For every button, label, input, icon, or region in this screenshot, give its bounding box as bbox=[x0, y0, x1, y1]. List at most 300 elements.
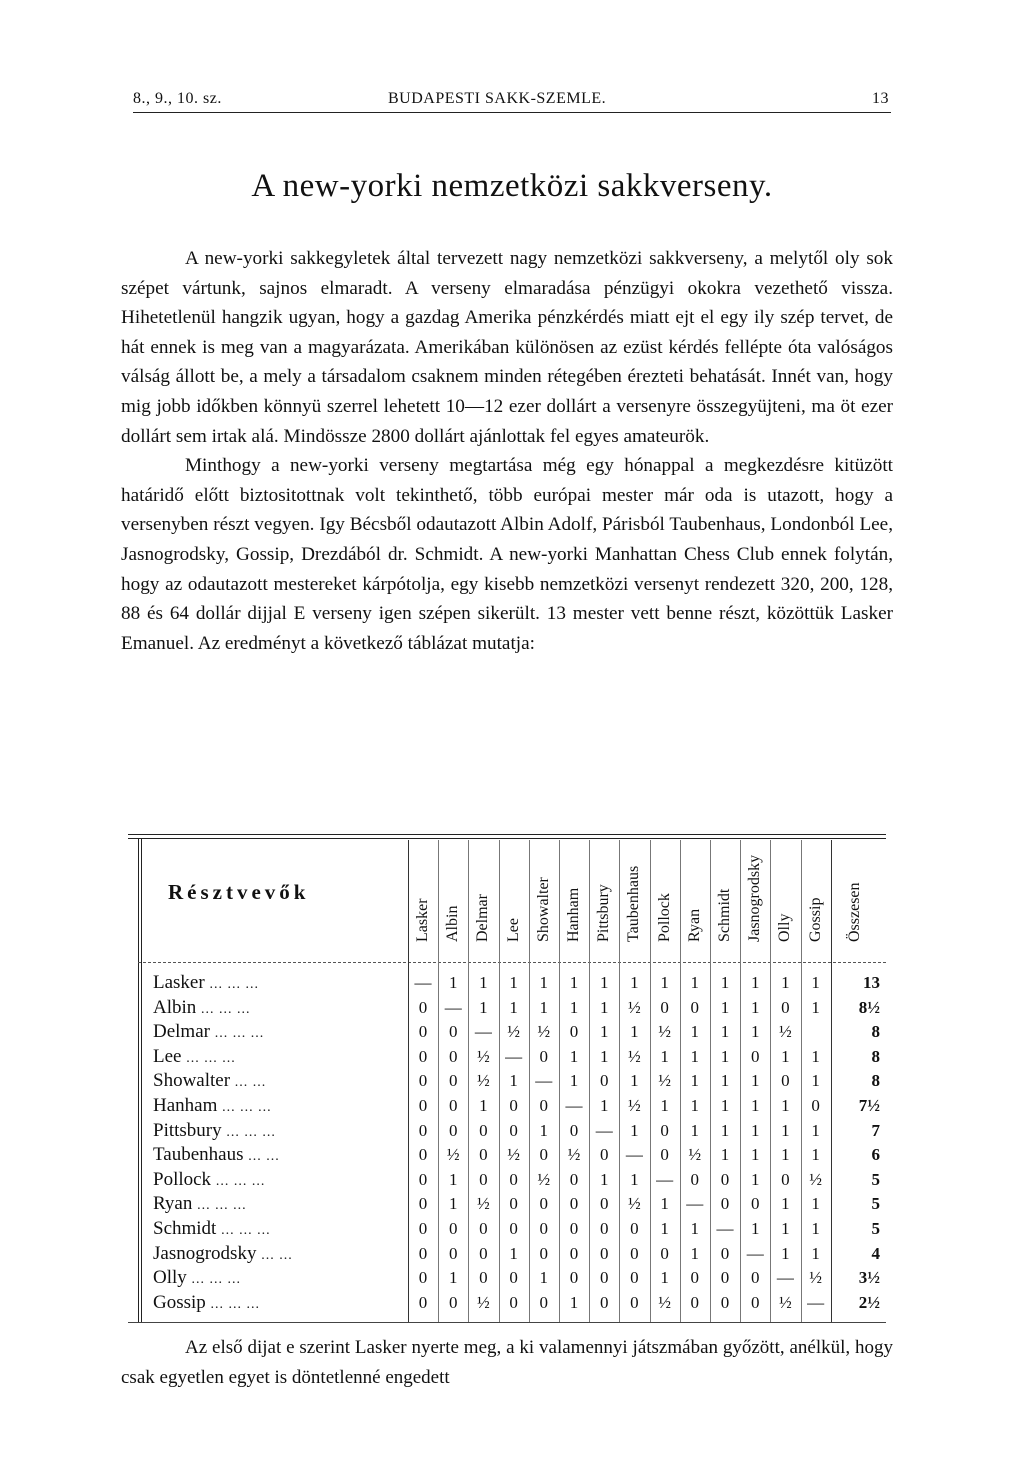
score-cell: 0 bbox=[750, 1194, 760, 1214]
score-cell: 1 bbox=[539, 997, 549, 1017]
score-cell: 1 bbox=[720, 1145, 730, 1165]
score-cell: 1 bbox=[750, 997, 760, 1017]
score-cell: ½ bbox=[658, 1292, 671, 1312]
issue-number: 8., 9., 10. sz. bbox=[133, 90, 222, 107]
score-cell: 0 bbox=[539, 1219, 549, 1238]
leader-dots: ... ... ... bbox=[222, 1100, 272, 1115]
total-score: 3½ bbox=[858, 1268, 880, 1288]
leader-dots: ... ... ... bbox=[214, 1026, 265, 1042]
score-cell: 1 bbox=[781, 1046, 790, 1066]
score-cell: 0 bbox=[569, 1268, 579, 1288]
column-header-label: Lasker bbox=[414, 898, 431, 942]
score-cell: 0 bbox=[448, 1096, 458, 1115]
score-cell: — bbox=[505, 1046, 523, 1066]
score-cell: 0 bbox=[599, 1243, 609, 1263]
participant-name bbox=[153, 1046, 236, 1068]
score-cell: 1 bbox=[811, 1194, 820, 1214]
participant-name bbox=[153, 1169, 265, 1191]
score-cell: 0 bbox=[750, 1046, 760, 1066]
score-cell: 0 bbox=[569, 1194, 579, 1214]
participant-name-label: Olly bbox=[153, 1267, 192, 1289]
score-cell: ½ bbox=[507, 1022, 520, 1042]
score-cell: 1 bbox=[448, 973, 458, 992]
total-score: 8 bbox=[871, 1071, 880, 1091]
score-cell: 1 bbox=[660, 1096, 669, 1115]
score-cell: 0 bbox=[720, 1292, 730, 1312]
score-cell: 0 bbox=[599, 1219, 609, 1238]
score-cell: ½ bbox=[688, 1145, 702, 1165]
score-cell: — bbox=[716, 1219, 734, 1238]
score-cell: 1 bbox=[811, 1145, 820, 1165]
participant-name-label: Schmidt bbox=[153, 1218, 222, 1239]
participant-name bbox=[153, 1070, 266, 1092]
leader-dots: ... ... ... bbox=[201, 1001, 251, 1017]
score-cell: 0 bbox=[418, 1292, 428, 1312]
column-header-total bbox=[835, 842, 875, 960]
score-cell: 1 bbox=[690, 1219, 700, 1238]
score-cell: 1 bbox=[599, 973, 609, 992]
score-cell: ½ bbox=[628, 997, 641, 1017]
column-header-label: Albin bbox=[444, 905, 462, 942]
leader-dots: ... ... ... bbox=[197, 1198, 247, 1214]
column-header-label: Schmidt bbox=[716, 888, 733, 942]
score-cell: 0 bbox=[418, 1071, 428, 1091]
score-cell: 1 bbox=[750, 1169, 760, 1189]
score-cell: 1 bbox=[690, 1022, 700, 1042]
column-header-label: Olly bbox=[776, 913, 794, 942]
closing-paragraph: Az első dijat e szerint Lasker nyerte meg, a ki valamennyi játszmában győzött, anélkül, hogy csak egyetlen egyet is döntetlenné engedett bbox=[121, 1337, 893, 1388]
score-cell: 1 bbox=[509, 1071, 518, 1091]
score-cell: 0 bbox=[509, 1120, 518, 1140]
table-bottom-rule bbox=[128, 1322, 886, 1323]
score-cell: 1 bbox=[630, 1169, 639, 1189]
score-cell: 0 bbox=[418, 1120, 428, 1140]
participant-name bbox=[153, 1095, 272, 1117]
score-cell: 0 bbox=[599, 1145, 609, 1165]
score-cell: 1 bbox=[781, 1145, 790, 1165]
paragraph-1: A new-yorki sakkegyletek által tervezett nagy nemzetközi sakkverseny, a melytől oly sok szépet vártunk, sajnos elmaradt. A verseny elmaradása pénzügyi okokra vezethető vissza. Hihetetlenül hangzik ugyan, hogy a gazdag Amerika pénzkérdés miatt ejt el egy ily szép tervet, de hát ennek is meg van a magyarázata. Amerikában különösen az ezüst kérdés fellépte óta valóságos válság állott be, a mely a társadalom csaknem minden rétegében érezteti behatását. Innét van, hogy mig jobb időkben könnyü szerrel lehetett 10—12 ezer dollárt a versenyre összegyüjteni, ma öt ezer dollárt sem irtak alá. Mindössze 2800 dollárt ajánlottak fel egyes amateurök. bbox=[121, 248, 893, 447]
participant-name-label: Showalter bbox=[153, 1070, 235, 1092]
score-cell: 1 bbox=[660, 973, 669, 992]
column-header-label: Lee bbox=[504, 918, 522, 942]
leader-dots: ... ... ... bbox=[191, 1272, 242, 1288]
score-cell: 0 bbox=[720, 1268, 730, 1288]
column-header-label: Showalter bbox=[534, 877, 552, 942]
participant-name-label: Pollock bbox=[153, 1168, 216, 1190]
journal-title: BUDAPESTI SAKK-SZEMLE. bbox=[388, 90, 607, 107]
score-cell: 0 bbox=[539, 1194, 549, 1214]
score-cell: 1 bbox=[811, 1071, 820, 1091]
score-cell: 0 bbox=[539, 1145, 549, 1165]
score-cell: 1 bbox=[811, 973, 820, 992]
score-cell: 1 bbox=[630, 1120, 639, 1140]
score-cell: ½ bbox=[628, 1096, 641, 1115]
score-cell: 0 bbox=[781, 1169, 790, 1189]
score-cell: 0 bbox=[599, 1292, 609, 1312]
table-top-rule bbox=[128, 834, 886, 835]
score-cell: ½ bbox=[477, 1046, 490, 1066]
column-header-label: Összesen bbox=[845, 882, 863, 942]
column-header-label: Hanham bbox=[565, 887, 582, 942]
score-cell: 0 bbox=[569, 1219, 579, 1238]
score-cell: 1 bbox=[781, 1120, 790, 1140]
total-score: 13 bbox=[863, 973, 880, 992]
participant-name bbox=[153, 1120, 276, 1142]
score-cell: 1 bbox=[630, 1022, 639, 1042]
score-cell: — bbox=[807, 1292, 825, 1312]
total-score: 5 bbox=[871, 1169, 880, 1189]
score-cell: 0 bbox=[509, 1268, 518, 1288]
score-cell: 0 bbox=[569, 1243, 579, 1263]
participant-name bbox=[153, 1267, 241, 1289]
score-cell: 0 bbox=[418, 1268, 428, 1288]
score-cell: 1 bbox=[630, 973, 639, 992]
participant-name-label: Taubenhaus bbox=[153, 1144, 249, 1166]
page-number: 13 bbox=[872, 90, 889, 107]
score-cell: 1 bbox=[479, 1096, 488, 1115]
column-header-ryan bbox=[680, 842, 710, 960]
column-header-lasker bbox=[408, 842, 438, 960]
score-cell: 0 bbox=[539, 1046, 549, 1066]
total-score: 7 bbox=[871, 1120, 880, 1140]
score-cell: 1 bbox=[750, 1096, 760, 1115]
score-cell: ½ bbox=[477, 1194, 490, 1214]
score-cell: 1 bbox=[569, 1292, 579, 1312]
score-cell: ½ bbox=[537, 1169, 551, 1189]
paragraph-2: Minthogy a new-yorki verseny megtartása még egy hónappal a megkezdésre kitüzött határidő előtt biztositottnak volt tekinthető, több európai mester már oda is utazott, hogy a versenyben részt vegyen. Igy Bécsből odautazott Albin Adolf, Párisból Taubenhaus, Londonból Lee, Jasnogrodsky, Gossip, Drezdából dr. Schmidt. A new-yorki Manhattan Chess Club ennek folytán, hogy az odautazott mestereket kárpótolja, egy kisebb nemzetközi versenyt rendezett 320, 200, 128, 88 és 64 dollár dijjal E verseny igen szépen sikerült. 13 mester vett benne részt, közöttük Lasker Emanuel. Az eredményt a következő táblázat mutatja: bbox=[121, 455, 893, 654]
total-score: 8½ bbox=[858, 997, 880, 1017]
score-cell: 1 bbox=[781, 1194, 790, 1214]
score-cell: 0 bbox=[448, 1292, 458, 1312]
running-header bbox=[133, 88, 891, 114]
leader-dots: ... ... ... bbox=[226, 1124, 276, 1140]
score-cell: 1 bbox=[750, 1219, 760, 1238]
total-score: 6 bbox=[871, 1145, 880, 1165]
score-cell: 0 bbox=[539, 1096, 549, 1115]
score-cell: 0 bbox=[660, 1145, 669, 1165]
score-cell: 1 bbox=[599, 1096, 609, 1115]
score-cell: 0 bbox=[690, 1268, 700, 1288]
column-header-olly bbox=[770, 842, 800, 960]
score-cell: 0 bbox=[690, 1169, 700, 1189]
total-score: 7½ bbox=[858, 1096, 880, 1115]
total-score: 8 bbox=[871, 1046, 880, 1066]
participant-name bbox=[153, 1144, 280, 1166]
score-cell: 1 bbox=[781, 1243, 790, 1263]
score-cell: 1 bbox=[599, 1022, 609, 1042]
score-cell: — bbox=[474, 1022, 492, 1042]
score-cell: 1 bbox=[690, 1046, 700, 1066]
score-cell: 1 bbox=[569, 997, 579, 1017]
column-header-albin bbox=[438, 842, 468, 960]
score-cell: 0 bbox=[720, 1169, 730, 1189]
column-header-label: Jasnogrodsky bbox=[746, 854, 764, 942]
score-cell: ½ bbox=[658, 1071, 671, 1091]
score-cell: 0 bbox=[811, 1096, 820, 1115]
closing-text bbox=[121, 1333, 893, 1393]
score-cell: 1 bbox=[599, 1046, 609, 1066]
column-header-label: Pittsbury bbox=[595, 884, 613, 942]
score-cell: 1 bbox=[660, 1046, 669, 1066]
column-header-label: Pollock bbox=[655, 893, 673, 942]
score-cell: 1 bbox=[448, 1169, 458, 1189]
score-cell: 0 bbox=[750, 1268, 760, 1288]
score-cell: 0 bbox=[509, 1194, 518, 1214]
score-cell: 1 bbox=[720, 997, 730, 1017]
score-cell: 1 bbox=[509, 973, 518, 992]
score-cell: 1 bbox=[720, 1022, 730, 1042]
total-score: 5 bbox=[871, 1194, 880, 1214]
score-cell: 0 bbox=[720, 1194, 730, 1214]
score-cell: 0 bbox=[448, 1022, 458, 1042]
score-cell: 1 bbox=[811, 1219, 820, 1238]
score-cell: ½ bbox=[477, 1292, 490, 1312]
score-cell: 0 bbox=[418, 1046, 428, 1066]
score-cell: 0 bbox=[418, 1169, 428, 1189]
score-cell: 1 bbox=[448, 1194, 458, 1214]
score-cell: — bbox=[535, 1071, 553, 1091]
participant-name-label: Hanham bbox=[153, 1095, 223, 1116]
column-header-label: Taubenhaus bbox=[625, 865, 643, 942]
score-cell: 0 bbox=[479, 1120, 488, 1140]
score-cell: 1 bbox=[720, 1120, 730, 1140]
score-cell: 1 bbox=[750, 1022, 760, 1042]
score-cell: — bbox=[656, 1169, 674, 1189]
table-left-rule bbox=[138, 838, 139, 1322]
participant-name-label: Delmar bbox=[153, 1021, 215, 1043]
score-cell: 0 bbox=[539, 1292, 549, 1312]
score-cell: 0 bbox=[660, 1243, 669, 1263]
column-header-pittsbury bbox=[589, 842, 619, 960]
score-cell: 0 bbox=[690, 1292, 700, 1312]
score-cell: 1 bbox=[720, 973, 730, 992]
leader-dots: ... ... ... bbox=[209, 977, 259, 992]
score-cell: 0 bbox=[509, 1169, 518, 1189]
score-cell: 1 bbox=[750, 973, 760, 992]
score-cell: — bbox=[746, 1243, 764, 1263]
total-score: 2½ bbox=[858, 1292, 880, 1312]
score-cell: 0 bbox=[660, 997, 669, 1017]
score-cell: 1 bbox=[539, 1120, 549, 1140]
leader-dots: ... ... bbox=[234, 1075, 267, 1091]
total-score: 5 bbox=[871, 1219, 880, 1238]
score-cell: 0 bbox=[569, 1120, 579, 1140]
score-cell: 0 bbox=[479, 1145, 488, 1165]
score-cell: 1 bbox=[811, 1120, 820, 1140]
score-cell: 0 bbox=[599, 1268, 609, 1288]
score-cell: ½ bbox=[779, 1292, 792, 1312]
leader-dots: ... ... ... bbox=[210, 1296, 261, 1312]
score-cell: — bbox=[625, 1145, 643, 1165]
participant-name bbox=[153, 1243, 293, 1265]
score-cell: 0 bbox=[448, 1071, 458, 1091]
participant-name bbox=[153, 1021, 264, 1043]
column-header-label: Gossip bbox=[806, 897, 824, 942]
score-cell: 0 bbox=[448, 1243, 458, 1263]
score-cell: 1 bbox=[720, 1071, 730, 1091]
score-cell: 1 bbox=[811, 1046, 820, 1066]
participant-name bbox=[153, 1193, 247, 1215]
score-cell: ½ bbox=[628, 1046, 641, 1066]
score-cell: 1 bbox=[720, 1046, 730, 1066]
total-score: 8 bbox=[871, 1022, 880, 1042]
participant-name bbox=[153, 1292, 260, 1314]
score-cell: 1 bbox=[690, 973, 700, 992]
column-header-delmar bbox=[468, 842, 498, 960]
score-cell: 1 bbox=[781, 973, 790, 992]
participant-name-label: Gossip bbox=[153, 1291, 211, 1313]
score-cell: 1 bbox=[660, 1219, 669, 1238]
column-header-label: Delmar bbox=[474, 894, 492, 942]
table-top-rule-inner bbox=[128, 838, 886, 839]
leader-dots: ... ... ... bbox=[186, 1050, 236, 1066]
score-cell: 0 bbox=[448, 1120, 458, 1140]
article-body bbox=[121, 244, 893, 658]
column-header-label: Ryan bbox=[685, 908, 703, 942]
score-cell: 1 bbox=[811, 997, 820, 1017]
score-cell: 1 bbox=[750, 1120, 760, 1140]
column-header-lee bbox=[499, 842, 529, 960]
score-cell: 0 bbox=[599, 1071, 609, 1091]
score-cell: 0 bbox=[630, 1292, 639, 1312]
table-left-rule-inner bbox=[141, 838, 142, 1322]
score-cell: 1 bbox=[690, 1243, 700, 1263]
score-cell: — bbox=[414, 973, 432, 992]
score-cell: — bbox=[686, 1194, 704, 1214]
score-cell: ½ bbox=[446, 1145, 460, 1165]
score-cell: 1 bbox=[630, 1071, 639, 1091]
column-header-taubenhaus bbox=[619, 842, 649, 960]
score-cell: ½ bbox=[537, 1022, 551, 1042]
score-cell: ½ bbox=[567, 1145, 581, 1165]
score-cell: 1 bbox=[599, 1169, 609, 1189]
participant-name-label: Pittsbury bbox=[153, 1119, 227, 1141]
total-score: 4 bbox=[871, 1243, 880, 1263]
score-cell: 1 bbox=[750, 1145, 760, 1165]
participant-name bbox=[153, 997, 251, 1019]
score-cell: 0 bbox=[448, 1046, 458, 1066]
score-cell: ½ bbox=[628, 1194, 641, 1214]
score-cell: 1 bbox=[479, 973, 488, 992]
score-cell: 0 bbox=[660, 1120, 669, 1140]
score-cell: 1 bbox=[539, 973, 549, 992]
score-cell: 0 bbox=[448, 1219, 458, 1238]
column-divider bbox=[831, 840, 832, 1322]
score-cell: 1 bbox=[569, 1046, 579, 1066]
score-cell: 1 bbox=[569, 973, 579, 992]
score-cell: 0 bbox=[569, 1169, 579, 1189]
score-cell: 0 bbox=[418, 1219, 428, 1238]
score-cell: 0 bbox=[509, 1292, 518, 1312]
column-header-jasnogrodsky bbox=[740, 842, 770, 960]
leader-dots: ... ... ... bbox=[221, 1223, 271, 1238]
score-cell: 0 bbox=[418, 1194, 428, 1214]
score-cell: 1 bbox=[720, 1096, 730, 1115]
leader-dots: ... ... bbox=[248, 1149, 280, 1165]
column-header-schmidt bbox=[710, 842, 740, 960]
column-header-showalter bbox=[529, 842, 559, 960]
score-cell: ½ bbox=[809, 1169, 822, 1189]
score-cell: 0 bbox=[418, 1145, 428, 1165]
participant-name bbox=[153, 1218, 271, 1240]
score-cell: 1 bbox=[569, 1071, 579, 1091]
article-title: A new-yorki nemzetközi sakkverseny. bbox=[251, 168, 773, 204]
column-header-gossip bbox=[801, 842, 831, 960]
column-header-hanham bbox=[559, 842, 589, 960]
score-cell: 1 bbox=[448, 1268, 458, 1288]
score-cell: ½ bbox=[779, 1022, 792, 1042]
score-cell: ½ bbox=[507, 1145, 520, 1165]
score-cell: 1 bbox=[781, 1096, 790, 1115]
score-cell: ½ bbox=[658, 1022, 671, 1042]
score-cell: 0 bbox=[599, 1194, 609, 1214]
score-cell: 0 bbox=[690, 997, 700, 1017]
participant-name-label: Albin bbox=[153, 996, 202, 1018]
score-cell: 0 bbox=[539, 1243, 549, 1263]
score-cell: 0 bbox=[418, 997, 428, 1017]
score-cell: 0 bbox=[630, 1219, 639, 1238]
score-cell: 0 bbox=[418, 1243, 428, 1263]
leader-dots: ... ... ... bbox=[215, 1173, 266, 1189]
score-cell: 1 bbox=[509, 997, 518, 1017]
score-cell: 1 bbox=[539, 1268, 549, 1288]
score-cell: 0 bbox=[479, 1169, 488, 1189]
score-cell: 0 bbox=[569, 1022, 579, 1042]
score-cell: 1 bbox=[690, 1120, 700, 1140]
score-cell: — bbox=[776, 1268, 794, 1288]
participant-name-label: Ryan bbox=[153, 1193, 198, 1215]
score-cell: 1 bbox=[509, 1243, 518, 1263]
participants-header: Résztvevők bbox=[168, 880, 310, 904]
score-cell: — bbox=[444, 997, 462, 1017]
participant-name-label: Jasnogrodsky bbox=[153, 1242, 262, 1264]
score-cell: 0 bbox=[418, 1022, 428, 1042]
score-cell: 0 bbox=[781, 997, 790, 1017]
score-cell: 1 bbox=[781, 1219, 790, 1238]
score-cell: ½ bbox=[477, 1071, 490, 1091]
score-cell: 1 bbox=[479, 997, 488, 1017]
score-cell: 1 bbox=[690, 1096, 700, 1115]
score-cell: ½ bbox=[809, 1268, 822, 1288]
score-cell: 1 bbox=[660, 1268, 669, 1288]
score-cell: 1 bbox=[811, 1243, 820, 1263]
score-cell: 0 bbox=[630, 1268, 639, 1288]
score-cell: 0 bbox=[509, 1219, 518, 1238]
score-cell: 0 bbox=[509, 1096, 518, 1115]
score-cell: 0 bbox=[630, 1243, 639, 1263]
score-cell: 0 bbox=[418, 1096, 428, 1115]
score-cell: 0 bbox=[479, 1268, 488, 1288]
score-cell: 0 bbox=[479, 1219, 488, 1238]
score-cell: 0 bbox=[720, 1243, 730, 1263]
participant-name bbox=[153, 972, 259, 994]
participant-name-label: Lasker bbox=[153, 972, 210, 993]
column-header-pollock bbox=[650, 842, 680, 960]
header-rule bbox=[133, 112, 891, 113]
score-cell: 1 bbox=[690, 1071, 700, 1091]
score-cell: 0 bbox=[781, 1071, 790, 1091]
score-cell: 1 bbox=[750, 1071, 760, 1091]
score-cell: 0 bbox=[479, 1243, 488, 1263]
participant-name-label: Lee bbox=[153, 1045, 187, 1067]
score-cell: 0 bbox=[750, 1292, 760, 1312]
score-cell: — bbox=[565, 1096, 583, 1115]
score-cell: — bbox=[595, 1120, 613, 1140]
leader-dots: ... ... bbox=[261, 1247, 293, 1263]
score-cell: 1 bbox=[599, 997, 609, 1017]
score-cell: 1 bbox=[660, 1194, 669, 1214]
table-header-rule bbox=[138, 962, 886, 963]
